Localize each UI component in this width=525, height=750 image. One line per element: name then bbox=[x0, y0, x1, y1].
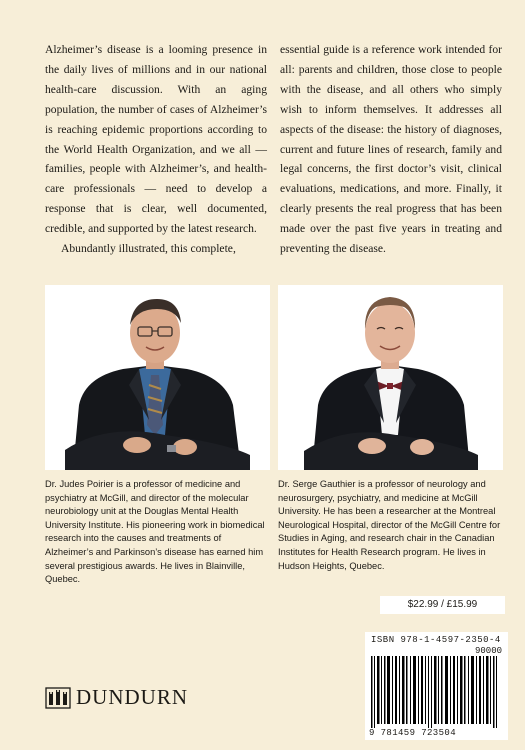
price-code: 90000 bbox=[475, 646, 503, 656]
author-bio-poirier bbox=[45, 478, 270, 587]
author-bio-gauthier bbox=[278, 478, 503, 573]
description-right-column bbox=[280, 40, 502, 259]
barcode-digits: 9 781459 723504 bbox=[369, 728, 457, 738]
isbn-barcode bbox=[365, 632, 508, 740]
author-bio-text: Dr. Serge Gauthier is a professor of neurology and neurosurgery, psychiatry, and medicine at McGill University. He has been a researcher at the Montreal Neurological Hospital, director of the McGill Centre for Studies in Aging, and research chair in the Canadian Institutes for Health Research program. He lives in Hudson Heights, Quebec. bbox=[278, 479, 501, 571]
barcode-bars bbox=[371, 656, 501, 728]
isbn-text: ISBN 978-1-4597-2350-4 bbox=[371, 635, 501, 645]
author-photo-gauthier bbox=[278, 285, 503, 470]
author-photo-poirier bbox=[45, 285, 270, 470]
castle-icon bbox=[45, 687, 71, 709]
description-left-column bbox=[45, 40, 267, 259]
description-paragraph-2: Abundantly illustrated, this complete, bbox=[61, 242, 236, 256]
publisher-name: DUNDURN bbox=[76, 685, 188, 709]
price-label: $22.99 / £15.99 bbox=[380, 596, 505, 614]
author-bio-text: Dr. Judes Poirier is a professor of medicine and psychiatry at McGill, and director of the molecular neurobiology unit at the Douglas Mental Health University Institute. His pioneering work in biomedical research into the causes and treatments of Alzheimer’s and Parkinson’s disease has earned him several prestigious awards. He lives in Blainville, Quebec. bbox=[45, 479, 265, 585]
description-paragraph-1: Alzheimer’s disease is a looming presence in the daily lives of millions and in our national health-care discussion. With an aging population, the number of cases of Alzheimer’s is reaching epidemic proportions according to the World Health Organization, and we all — families, people with Alzheimer’s, and health-care professionals — need to develop a response that is clear, well documented, credible, and supported by the latest research. bbox=[45, 43, 267, 236]
description-paragraph-3: essential guide is a reference work intended for all: parents and children, those close to people with the disease, and all others who simply wish to inform themselves. It addresses all aspects of the disease: the history of diagnoses, current and future lines of research, family and legal concerns, the first doctor’s visit, clinical evaluations, medications, and more. Finally, it clearly presents the real progress that has been made over the past five years in treating and preventing the disease. bbox=[280, 43, 502, 256]
publisher-logo bbox=[45, 685, 188, 710]
